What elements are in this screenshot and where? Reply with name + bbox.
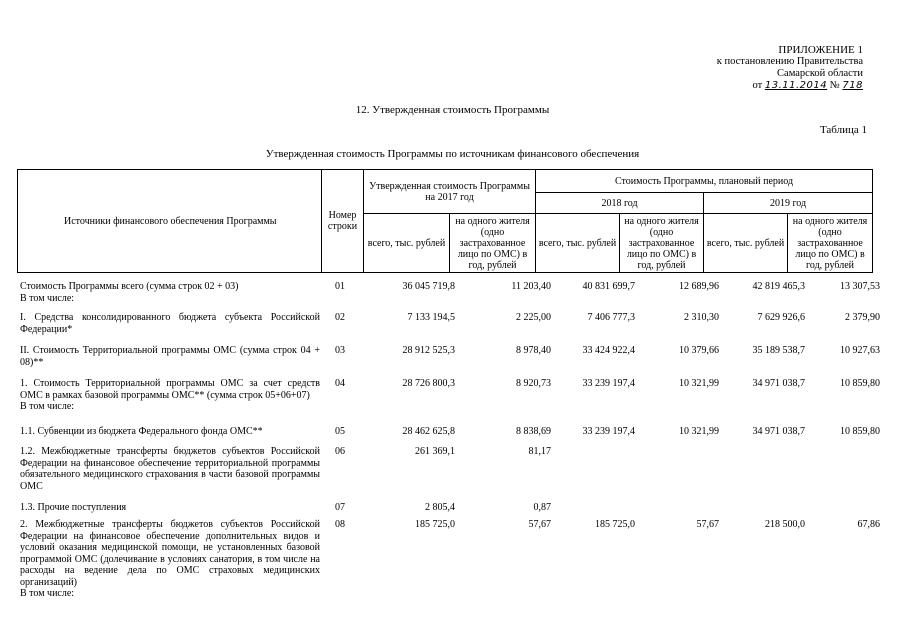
cell-per-capita-2019: 67,86 — [857, 519, 880, 530]
header-planned-period: Стоимость Программы, плановый период — [536, 170, 873, 193]
cell-total-2019: 34 971 038,7 — [752, 378, 805, 389]
cell-total-2019: 218 500,0 — [765, 519, 805, 530]
row-sublabel: В том числе: — [20, 401, 75, 412]
cell-total-2017: 36 045 719,8 — [402, 281, 455, 292]
header-source: Источники финансового обеспечения Программы — [18, 170, 322, 273]
header-total-2019: всего, тыс. рублей — [704, 214, 788, 273]
appendix-block — [683, 44, 863, 92]
row-label: I. Средства консолидированного бюджета субъекта Российской Федерации* — [20, 312, 320, 335]
cell-total-2017: 28 462 625,8 — [402, 426, 455, 437]
cell-per-capita-2017: 2 225,00 — [516, 312, 551, 323]
handwritten-number: 718 — [842, 80, 863, 91]
cell-per-capita-2017: 8 838,69 — [516, 426, 551, 437]
number-label: № — [829, 80, 840, 91]
header-approved-2017: Утвержденная стоимость Программы на 2017 год — [364, 170, 536, 214]
cell-total-2019: 7 629 926,6 — [757, 312, 805, 323]
cell-per-capita-2018: 10 321,99 — [679, 426, 719, 437]
header-year-2019: 2019 год — [704, 193, 873, 214]
from-label: от — [752, 80, 763, 91]
row-label: 1. Стоимость Территориальной программы ОМС за счет средств ОМС в рамках базовой программы ОМС** (сумма строк 05+06+07) — [20, 378, 320, 401]
header-row-number: Номер строки — [322, 170, 364, 273]
cell-total-2018: 33 424 922,4 — [582, 345, 635, 356]
cell-per-capita-2017: 8 978,40 — [516, 345, 551, 356]
cell-per-capita-2017: 81,17 — [528, 446, 551, 457]
cell-total-2017: 261 369,1 — [415, 446, 455, 457]
row-number: 08 — [335, 519, 345, 530]
cell-total-2017: 28 726 800,3 — [402, 378, 455, 389]
cell-total-2019: 34 971 038,7 — [752, 426, 805, 437]
row-sublabel: В том числе: — [20, 292, 75, 304]
header-total-2018: всего, тыс. рублей — [536, 214, 620, 273]
cell-per-capita-2017: 11 203,40 — [511, 281, 551, 292]
cell-total-2018: 33 239 197,4 — [582, 426, 635, 437]
row-number: 02 — [335, 312, 345, 323]
row-number: 07 — [335, 502, 345, 513]
row-label: 1.2. Межбюджетные трансферты бюджетов субъектов Российской Федерации на финансовое обеспечение территориальной программы обязательного медицинского страхования в части базовой программы ОМС — [20, 446, 320, 492]
appendix-date-line — [683, 80, 863, 92]
table-header — [17, 169, 873, 273]
cell-per-capita-2017: 8 920,73 — [516, 378, 551, 389]
cell-per-capita-2019: 10 859,80 — [840, 426, 880, 437]
table-title: Утвержденная стоимость Программы по источникам финансового обеспечения — [265, 148, 640, 160]
cell-per-capita-2018: 10 321,99 — [679, 378, 719, 389]
row-label: Стоимость Программы всего (сумма строк 02 + 03) — [20, 281, 239, 292]
row-number: 04 — [335, 378, 345, 389]
cell-per-capita-2018: 12 689,96 — [679, 281, 719, 292]
handwritten-date: 13.11.2014 — [764, 80, 828, 91]
header-per-capita-2018: на одного жителя (одно застрахованное лицо по ОМС) в год, рублей — [620, 214, 704, 273]
row-number: 03 — [335, 345, 345, 356]
cell-per-capita-2018: 2 310,30 — [684, 312, 719, 323]
cell-per-capita-2019: 13 307,53 — [840, 281, 880, 292]
section-title: 12. Утвержденная стоимость Программы — [355, 104, 550, 116]
row-sublabel: В том числе: — [20, 588, 75, 599]
cell-total-2017: 28 912 525,3 — [402, 345, 455, 356]
cell-total-2018: 40 831 699,7 — [582, 281, 635, 292]
row-number: 06 — [335, 446, 345, 457]
table-number: Таблица 1 — [819, 124, 867, 136]
cell-total-2017: 2 805,4 — [425, 502, 455, 513]
cell-per-capita-2017: 57,67 — [528, 519, 551, 530]
row-number: 05 — [335, 426, 345, 437]
cell-total-2019: 35 189 538,7 — [752, 345, 805, 356]
cell-per-capita-2017: 0,87 — [533, 502, 551, 513]
header-total-2017: всего, тыс. рублей — [364, 214, 450, 273]
cell-total-2019: 42 819 465,3 — [752, 281, 805, 292]
cell-per-capita-2019: 10 859,80 — [840, 378, 880, 389]
cell-per-capita-2019: 2 379,90 — [845, 312, 880, 323]
row-label: 1.3. Прочие поступления — [20, 502, 127, 513]
cell-total-2017: 7 133 194,5 — [407, 312, 455, 323]
appendix-title: ПРИЛОЖЕНИЕ 1 — [778, 44, 863, 56]
appendix-line-2: к постановлению Правительства — [716, 56, 863, 67]
header-per-capita-2019: на одного жителя (одно застрахованное лицо по ОМС) в год, рублей — [788, 214, 873, 273]
cell-total-2017: 185 725,0 — [415, 519, 455, 530]
cell-per-capita-2018: 10 379,66 — [679, 345, 719, 356]
cell-total-2018: 7 406 777,3 — [587, 312, 635, 323]
row-label: II. Стоимость Территориальной программы ОМС (сумма строк 04 + 08)** — [20, 345, 320, 368]
cell-per-capita-2019: 10 927,63 — [840, 345, 880, 356]
cell-total-2018: 33 239 197,4 — [582, 378, 635, 389]
cell-total-2018: 185 725,0 — [595, 519, 635, 530]
appendix-line-3: Самарской области — [777, 68, 863, 79]
row-label: 2. Межбюджетные трансферты бюджетов субъектов Российской Федерации на финансовое обеспечение дополнительных видов и условий оказания медицинской помощи, не установленных базовой программой ОМС (долечивание в условиях санатория, в том числе на расходы на ведение дела по ОМС страховых медицинских организаций) — [20, 519, 320, 588]
cell-per-capita-2018: 57,67 — [696, 519, 719, 530]
header-per-capita-2017: на одного жителя (одно застрахованное лицо по ОМС) в год, рублей — [450, 214, 536, 273]
header-year-2018: 2018 год — [536, 193, 704, 214]
row-label: 1.1. Субвенции из бюджета Федерального фонда ОМС** — [20, 426, 263, 437]
row-number: 01 — [335, 281, 345, 292]
